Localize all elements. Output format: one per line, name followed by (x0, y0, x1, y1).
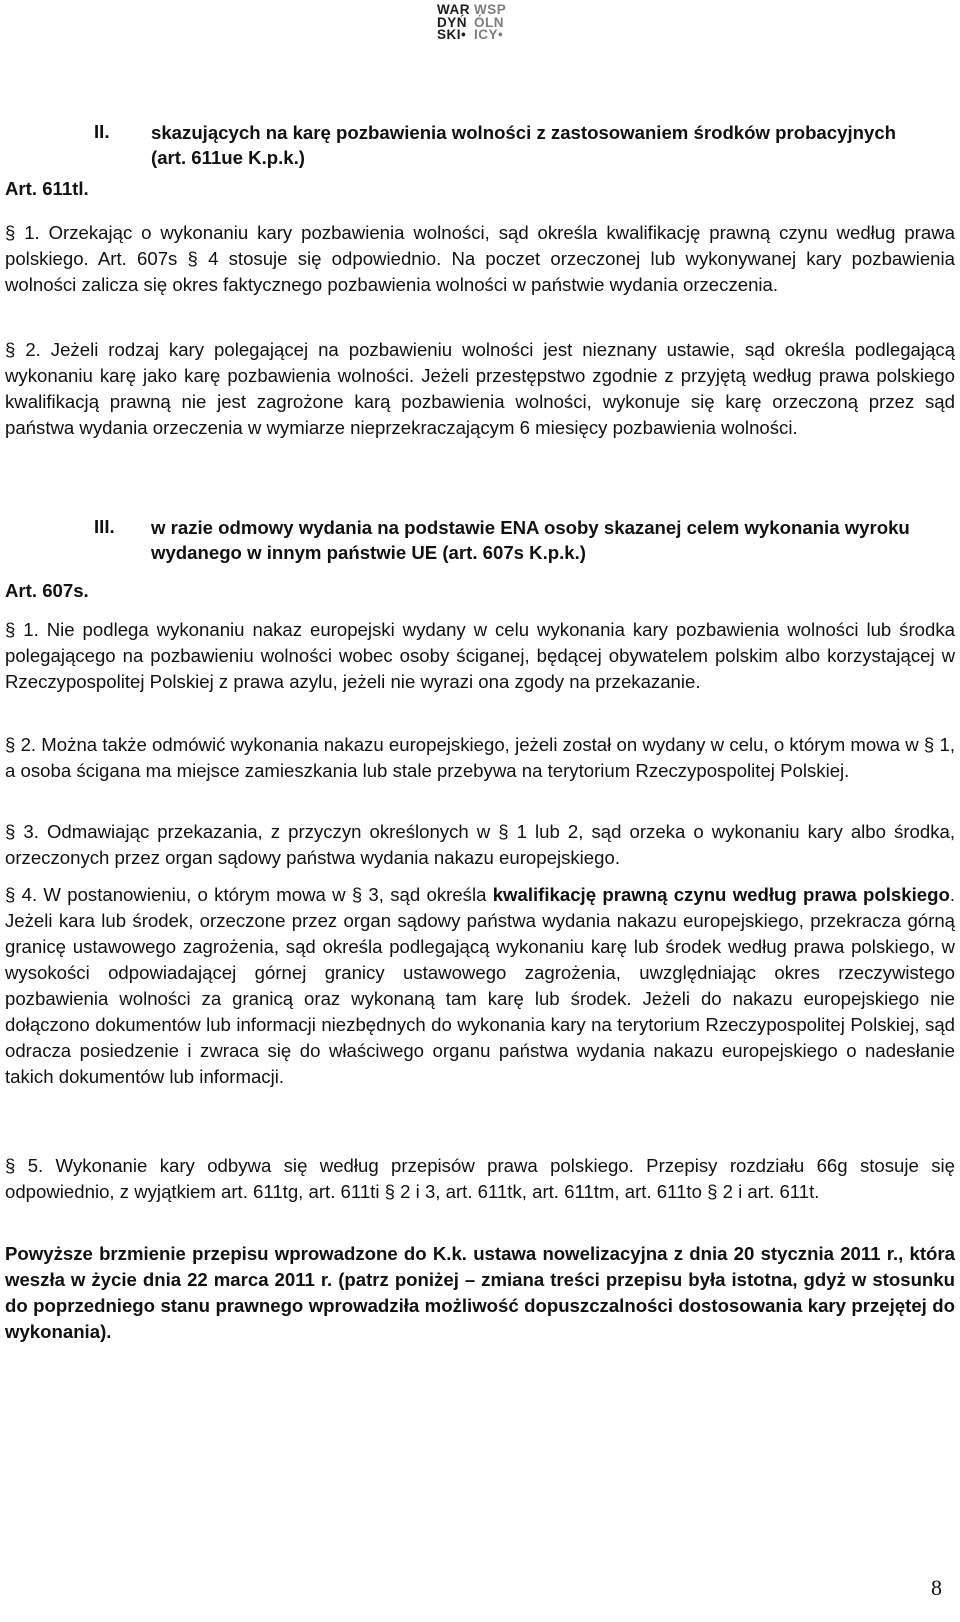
art-611tl-par-2: § 2. Jeżeli rodzaj kary polegającej na pozbawieniu wolności jest nieznany ustawie, sąd określa podlegającą wykonaniu karę jako karę pozbawienia wolności. Jeżeli przestępstwo zgodnie z przyjętą według prawa polskiego kwalifikacją prawną nie jest zagrożone karą pozbawienia wolności, wykonuje się karę orzeczoną przez sąd państwa wydania orzeczenia w wymiarze nieprzekraczającym 6 miesięcy pozbawienia wolności. (5, 339, 955, 438)
art-611tl-par-1: § 1. Orzekając o wykonaniu kary pozbawienia wolności, sąd określa kwalifikację prawną czynu według prawa polskiego. Art. 607s § 4 stosuje się odpowiednio. Na poczet orzeczonej lub wykonywanej kary pozbawienia wolności zalicza się okres faktycznego pozbawienia wolności w państwie wydania orzeczenia. (5, 222, 955, 295)
page-number: 8 (931, 1575, 942, 1600)
art-607s-par-5: § 5. Wykonanie kary odbywa się według przepisów prawa polskiego. Przepisy rozdziału 66g stosuje się odpowiednio, z wyjątkiem art. 611tg, art. 611ti § 2 i 3, art. 611tk, art. 611tm, art. 611to § 2 i art. 611t. (5, 1155, 955, 1202)
art-607s-par-4: § 4. W postanowieniu, o którym mowa w § 3, sąd określa kwalifikację prawną czynu według prawa polskiego. Jeżeli kara lub środek, orzeczone przez organ sądowy państwa wydania nakazu europejskiego, przekracza górną granicę ustawowego zagrożenia, sąd określa podlegającą wykonaniu karę lub środek według prawa polskiego, w wysokości odpowiadającej górnej granicy ustawowego zagrożenia, uwzględniając okres rzeczywistego pozbawienia wolności za granicą oraz wykonaną tam karę lub środek. Jeżeli do nakazu europejskiego nie dołączono dokumentów lub informacji niezbędnych do wykonania kary na terytorium Rzeczypospolitej Polskiej, sąd odracza posiedzenie i zwraca się do właściwego organu państwa wydania nakazu europejskiego o nadesłanie takich dokumentów lub informacji. (5, 884, 955, 1087)
art-607s-par-2: § 2. Można także odmówić wykonania nakazu europejskiego, jeżeli został on wydany w celu, o którym mowa w § 1, a osoba ścigana ma miejsce zamieszkania lub stale przebywa na terytorium Rzeczypospolitej Polskiej. (5, 734, 955, 781)
art-607s-par-1: § 1. Nie podlega wykonaniu nakaz europejski wydany w celu wykonania kary pozbawienia wolności lub środka polegającego na pozbawieniu wolności wobec osoby ściganej, będącej obywatelem polskim albo korzystającej w Rzeczypospolitej Polskiej z prawa azylu, jeżeli nie wyrazi ona zgody na przekazanie. (5, 619, 955, 692)
logo-right-column: WSP ÓLN ICY• (474, 2, 507, 42)
section-3-number: III. (94, 516, 115, 537)
art-607s-par-3: § 3. Odmawiając przekazania, z przyczyn określonych w § 1 lub 2, sąd orzeka o wykonaniu kary albo środka, orzeczonych przez organ sądowy państwa wydania nakazu europejskiego. (5, 821, 955, 868)
section-2-title: skazujących na karę pozbawienia wolności z zastosowaniem środków probacyjnych (art. 611ue K.p.k.) (151, 122, 897, 168)
emphasis-qualification: kwalifikację prawną czynu według prawa polskiego (492, 884, 950, 905)
amendment-note: Powyższe brzmienie przepisu wprowadzone do K.k. ustawa nowelizacyjna z dnia 20 stycznia 2011 r., która weszła w życie dnia 22 marca 2011 r. (patrz poniżej – zmiana treści przepisu była istotna, gdyż w stosunku do poprzedniego stanu prawnego wprowadziła możliwość dopuszczalności dostosowania kary przejętej do wykonania). (5, 1243, 955, 1342)
warsaw-logo (437, 4, 506, 42)
logo-left-column: WAR DYŃ SKI• (437, 2, 470, 42)
section-2-number: II. (94, 121, 110, 142)
art-611tl-heading: Art. 611tl. (5, 178, 89, 199)
art-607s-heading: Art. 607s. (5, 580, 89, 601)
section-3-title: w razie odmowy wydania na podstawie ENA osoby skazanej celem wykonania wyroku wydanego w innym państwie UE (art. 607s K.p.k.) (151, 517, 910, 563)
